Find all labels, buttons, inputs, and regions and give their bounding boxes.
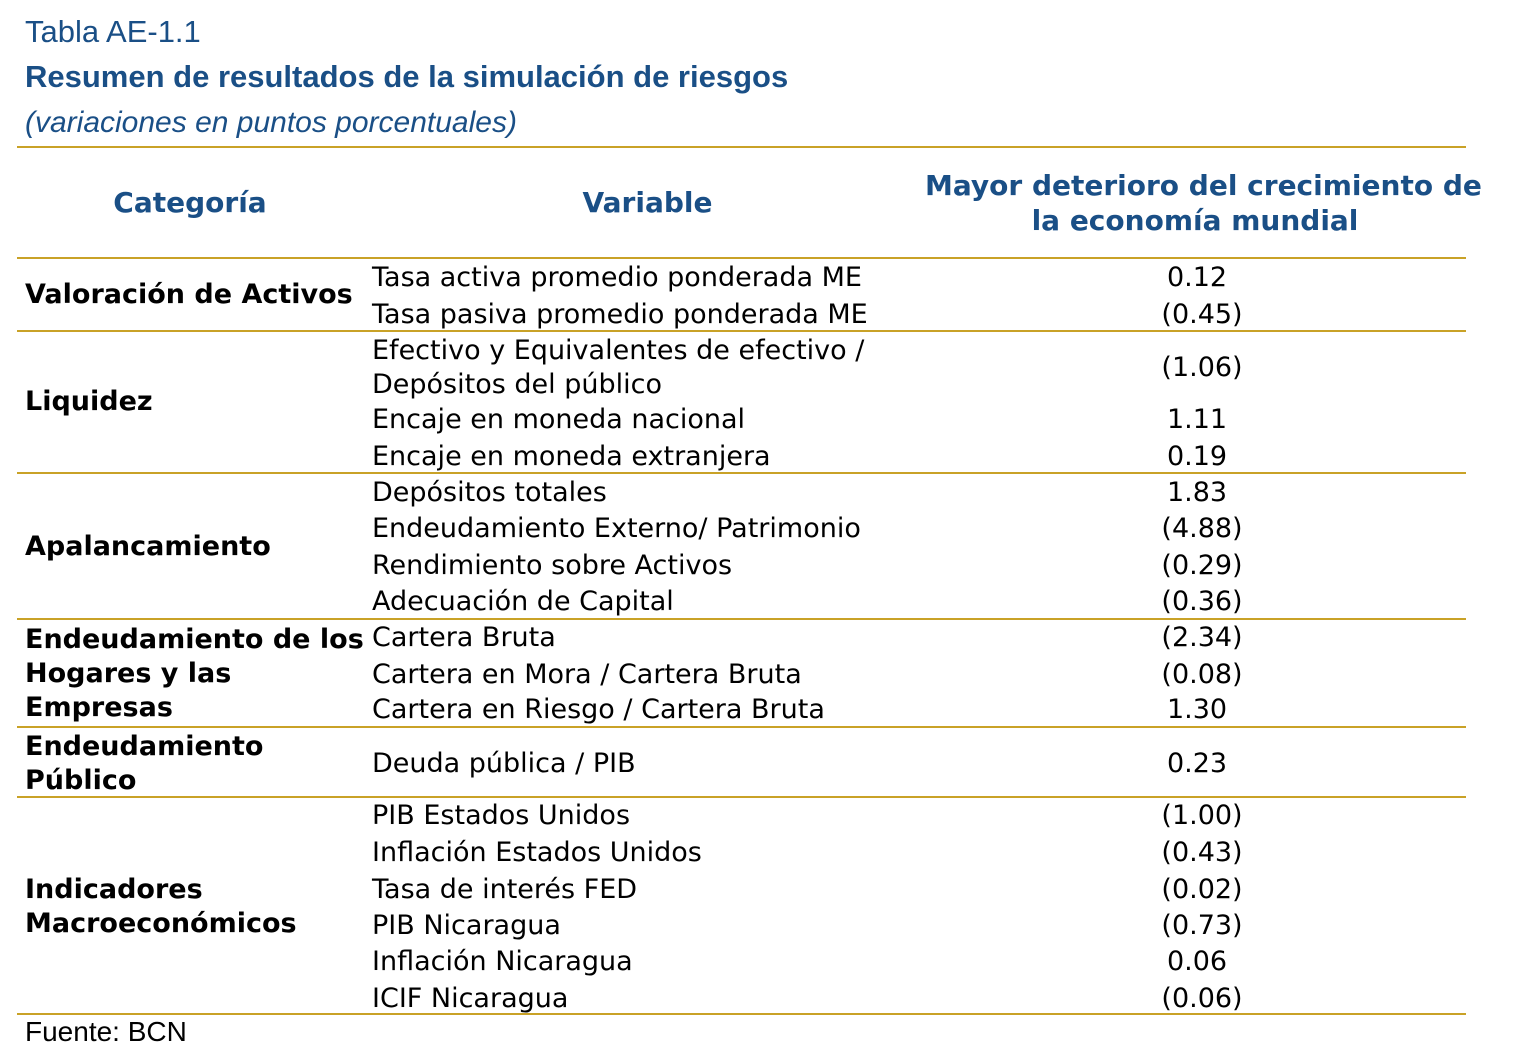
variable-text: Adecuación de Capital — [372, 586, 674, 617]
table-title: Resumen de resultados de la simulación de riesgos — [25, 59, 789, 94]
category-cell-line: Endeudamiento — [25, 731, 264, 762]
variable-cell — [372, 476, 932, 510]
group-separator — [17, 726, 1466, 728]
group-separator — [17, 1013, 1466, 1015]
column-header-impact — [925, 168, 1482, 238]
variable-cell — [372, 512, 932, 546]
variable-cell — [372, 334, 932, 402]
variable-text: Tasa pasiva promedio ponderada ME — [372, 299, 868, 330]
table-label: Tabla AE-1.1 — [25, 14, 201, 49]
value-cell: (0.02) — [1161, 874, 1243, 905]
column-header-impact-line2: la economía mundial — [1031, 204, 1359, 237]
variable-cell — [372, 585, 932, 619]
category-cell-line: Público — [25, 765, 137, 796]
value-cell: (0.08) — [1161, 659, 1243, 690]
category-cell-line: Macroeconómicos — [25, 908, 297, 939]
category-cell — [25, 730, 365, 798]
variable-text: Inflación Estados Unidos — [372, 837, 702, 868]
variable-text: Encaje en moneda extranjera — [372, 441, 771, 472]
variable-cell — [372, 747, 932, 781]
variable-text-line2: Depósitos del público — [372, 369, 662, 400]
variable-cell — [372, 298, 932, 332]
value-cell: (0.73) — [1161, 910, 1243, 941]
category-cell: Apalancamiento — [25, 531, 271, 562]
value-cell: (0.36) — [1161, 586, 1243, 617]
group-separator — [17, 472, 1466, 474]
value-cell: 0.06 — [1166, 946, 1228, 977]
value-cell: (0.45) — [1161, 299, 1243, 330]
value-cell: (0.43) — [1161, 837, 1243, 868]
variable-text: Tasa activa promedio ponderada ME — [372, 262, 862, 293]
variable-text: Depósitos totales — [372, 477, 607, 508]
variable-cell — [372, 909, 932, 943]
source-note: Fuente: BCN — [25, 1016, 187, 1047]
value-cell: 0.23 — [1166, 748, 1228, 779]
column-header-impact-line1: Mayor deterioro del crecimiento de — [925, 169, 1482, 202]
group-separator — [17, 330, 1466, 332]
category-cell-line: Indicadores — [25, 874, 203, 905]
category-cell-line: Hogares y las — [25, 658, 232, 689]
value-cell: 0.12 — [1166, 262, 1228, 293]
value-cell: 1.83 — [1166, 477, 1228, 508]
value-cell: 1.30 — [1166, 694, 1228, 725]
value-cell: 1.11 — [1166, 404, 1228, 435]
variable-text: Tasa de interés FED — [372, 874, 638, 905]
variable-cell — [372, 403, 932, 437]
variable-cell — [372, 693, 932, 727]
group-separator — [17, 618, 1466, 620]
variable-cell — [372, 440, 932, 474]
variable-text: Rendimiento sobre Activos — [372, 550, 733, 581]
variable-cell — [372, 549, 932, 583]
variable-text: Inflación Nicaragua — [372, 946, 633, 977]
variable-text: Cartera en Riesgo / Cartera Bruta — [372, 694, 825, 725]
value-cell: (0.06) — [1161, 983, 1243, 1014]
variable-text: PIB Nicaragua — [372, 910, 561, 941]
variable-text: Encaje en moneda nacional — [372, 404, 746, 435]
category-cell — [25, 623, 365, 725]
variable-cell — [372, 982, 932, 1016]
variable-cell — [372, 621, 932, 655]
value-cell: (0.29) — [1161, 550, 1243, 581]
variable-cell — [372, 873, 932, 907]
variable-text: ICIF Nicaragua — [372, 983, 569, 1014]
category-cell-line: Empresas — [25, 692, 173, 723]
variable-text: Deuda pública / PIB — [372, 748, 636, 779]
value-cell: (1.06) — [1161, 352, 1243, 383]
column-header-variable: Variable — [582, 186, 713, 219]
header-rule — [17, 257, 1466, 259]
group-separator — [17, 796, 1466, 798]
table-subtitle: (variaciones en puntos porcentuales) — [25, 106, 517, 139]
value-cell: (2.34) — [1161, 622, 1243, 653]
variable-cell — [372, 836, 932, 870]
variable-text: Cartera Bruta — [372, 622, 556, 653]
value-cell: (1.00) — [1161, 800, 1243, 831]
category-cell: Valoración de Activos — [25, 279, 353, 310]
category-cell: Liquidez — [25, 386, 153, 417]
top-rule — [17, 146, 1466, 148]
variable-cell — [372, 945, 932, 979]
variable-cell — [372, 261, 932, 295]
column-header-category: Categoría — [113, 186, 267, 219]
variable-text: Efectivo y Equivalentes de efectivo / — [372, 335, 865, 366]
category-cell — [25, 873, 365, 941]
value-cell: 0.19 — [1166, 441, 1228, 472]
variable-text: Cartera en Mora / Cartera Bruta — [372, 659, 802, 690]
variable-text: Endeudamiento Externo/ Patrimonio — [372, 513, 861, 544]
variable-text: PIB Estados Unidos — [372, 800, 631, 831]
value-cell: (4.88) — [1161, 513, 1243, 544]
variable-cell — [372, 658, 932, 692]
category-cell-line: Endeudamiento de los — [25, 624, 364, 655]
variable-cell — [372, 799, 932, 833]
